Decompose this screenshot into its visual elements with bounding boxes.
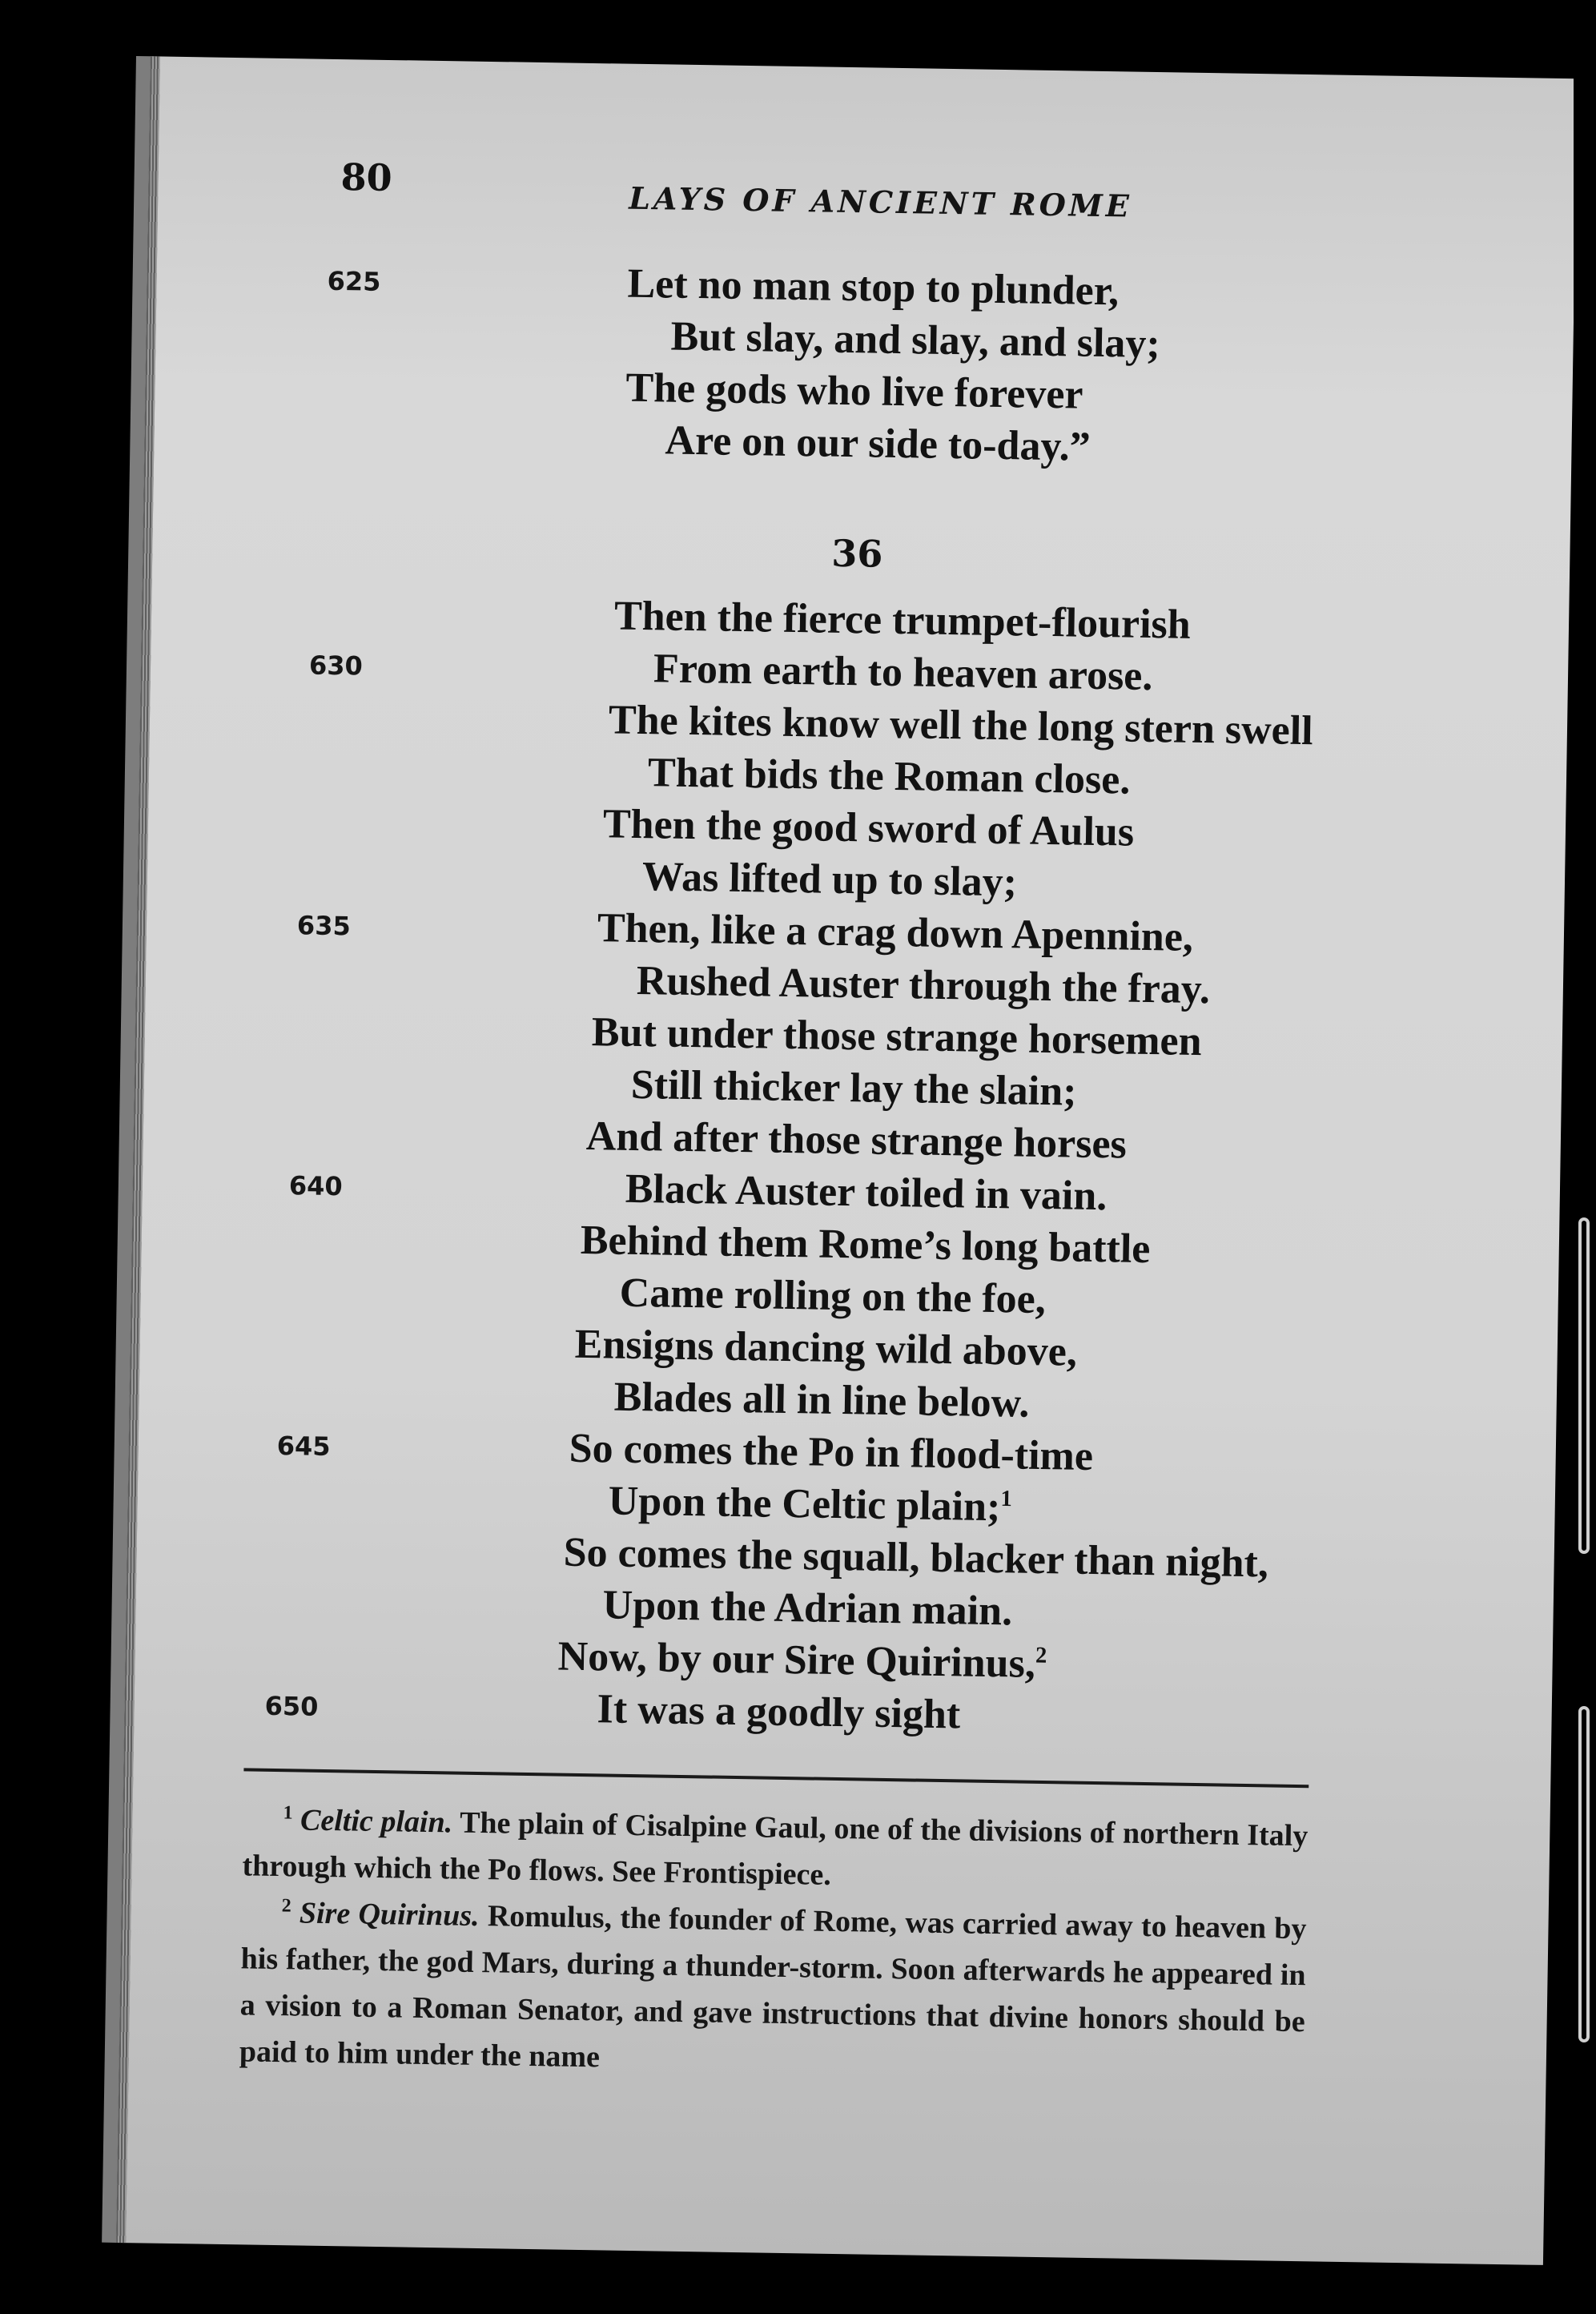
footnote-text: Romulus, the founder of Rome, was carried away to heaven by his father, the god Mars, during a thunder-storm. Soon afterwards he appeared in a vision to a Roman Senator, and gave instructions that divine honors should be paid to him under the name — [239, 1899, 1307, 2075]
footnote-ref: 2 — [1035, 1643, 1047, 1668]
poem-line: But under those strange horsemen — [591, 1009, 1203, 1065]
poem-line-text: Now, by our Sire Quirinus, — [557, 1633, 1036, 1687]
line-number: 625 — [327, 265, 381, 297]
footnote-term: Celtic plain. — [300, 1803, 453, 1840]
binding-edge — [1574, 0, 1596, 2314]
poem-line: Rushed Auster through the fray. — [636, 957, 1211, 1013]
poem-line: Ensigns dancing wild above, — [574, 1321, 1078, 1375]
poem-line: Then, like a crag down Apennine, — [597, 905, 1194, 960]
book-page — [102, 56, 1578, 2265]
poem-line: Black Auster toiled in vain. — [625, 1165, 1108, 1220]
poem-line: Upon the Adrian main. — [602, 1582, 1013, 1635]
footnote-text: The plain of Cisalpine Gaul, one of the divisions of northern Italy through which the Po flows. See Frontispiece. — [242, 1805, 1309, 1892]
poem-line: Was lifted up to slay; — [641, 854, 1018, 906]
poem-line: It was a goodly sight — [597, 1686, 961, 1738]
footnote-ref: 1 — [1000, 1486, 1013, 1512]
poem-line: Then the fierce trumpet-flourish — [613, 593, 1192, 648]
footnote — [239, 1889, 1306, 2091]
footnote-term: Sire Quirinus. — [299, 1896, 480, 1934]
line-number: 630 — [308, 650, 364, 682]
poem-line: The kites know well the long stern swell — [608, 697, 1314, 755]
poem-line — [608, 1477, 1012, 1531]
stanza-number: 36 — [830, 531, 883, 576]
poem-line: Came rolling on the foe, — [619, 1270, 1047, 1323]
line-number: 640 — [288, 1170, 343, 1202]
page-number: 80 — [340, 155, 393, 200]
poem-line: Then the good sword of Aulus — [602, 801, 1135, 855]
binding-thread — [1578, 1217, 1590, 1554]
poem-line: The gods who live forever — [625, 364, 1083, 418]
line-number: 635 — [296, 910, 352, 942]
line-number: 645 — [276, 1430, 331, 1463]
poem-line: So comes the Po in flood-time — [569, 1425, 1094, 1479]
poem-line: Still thicker lay the slain; — [630, 1061, 1077, 1115]
poem-line: From earth to heaven arose. — [653, 646, 1153, 700]
poem-line: Behind them Rome’s long battle — [580, 1217, 1151, 1273]
poem-line — [557, 1633, 1047, 1688]
poem-line: Let no man stop to plunder, — [627, 260, 1120, 315]
poem-line: Are on our side to-day.” — [665, 417, 1091, 470]
footnote-mark: 1 — [283, 1802, 293, 1824]
poem-line: So comes the squall, blacker than night, — [563, 1529, 1269, 1587]
footnotes — [239, 1796, 1308, 2091]
poem-line: But slay, and slay, and slay; — [670, 313, 1161, 368]
poem-line: And after those strange horses — [585, 1113, 1128, 1168]
binding-thread — [1578, 1706, 1590, 2042]
running-head: LAYS OF ANCIENT ROME — [628, 179, 1133, 224]
footnote — [242, 1796, 1309, 1906]
poem-line: That bids the Roman close. — [647, 750, 1131, 803]
footnote-mark: 2 — [281, 1895, 291, 1917]
line-number: 650 — [264, 1690, 319, 1722]
poem-line: Blades all in line below. — [613, 1374, 1030, 1427]
poem-line-text: Upon the Celtic plain; — [608, 1478, 1001, 1531]
